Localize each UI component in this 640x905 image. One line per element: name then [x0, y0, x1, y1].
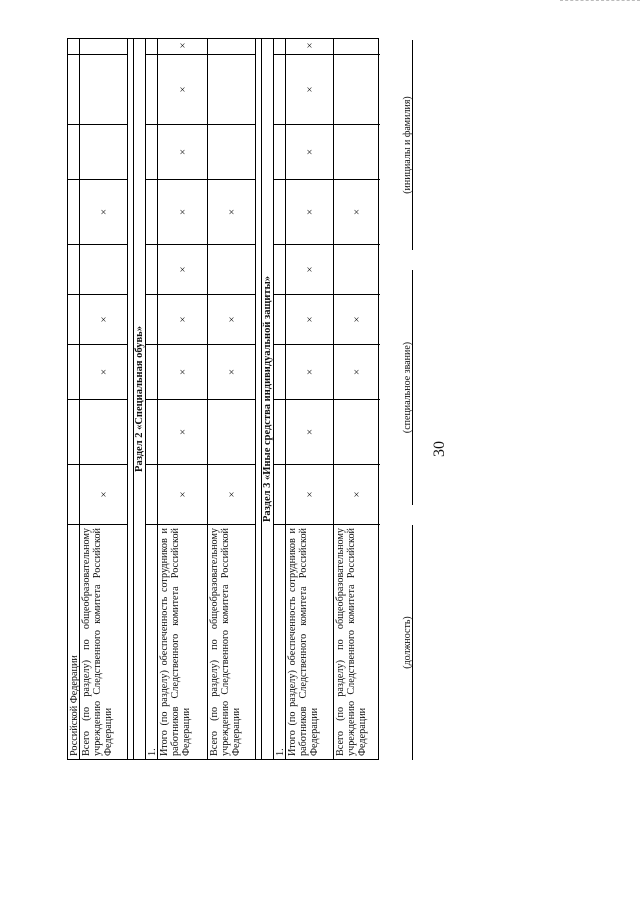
cell-mark: × [208, 344, 255, 399]
cell-mark: × [286, 344, 333, 399]
row-label: Российской Федерации [68, 524, 79, 759]
cell-mark: × [158, 344, 207, 399]
position-caption: (должность) [402, 616, 413, 669]
cell-mark: × [208, 464, 255, 524]
cell-mark: × [158, 399, 207, 464]
cell-mark: × [286, 244, 333, 294]
cell-mark: × [158, 244, 207, 294]
row-label: Всего (по разделу) по общеобразовательному учреждению Следственного комитета Российской Федерации [334, 524, 380, 759]
cell-mark: × [303, 42, 316, 49]
cell-mark: × [286, 399, 333, 464]
cell-mark: × [158, 179, 207, 244]
row-label: 1. [146, 524, 157, 759]
table-row [68, 39, 80, 759]
table-row [286, 39, 334, 759]
table-row [274, 39, 286, 759]
row-label: 1. [274, 524, 285, 759]
table-row [146, 39, 158, 759]
cell-mark: × [334, 344, 380, 399]
row-label: Итого (по разделу) обеспеченность сотрудников и работников Следственного комитета Российской Федерации [286, 524, 333, 759]
cell-mark: × [286, 179, 333, 244]
section-2-title: Раздел 2 «Специальная обувь» [134, 39, 146, 759]
cell-mark: × [286, 124, 333, 179]
cell-mark: × [334, 464, 380, 524]
cell-mark: × [208, 294, 255, 344]
cell-mark: × [334, 294, 380, 344]
cell-mark: × [286, 294, 333, 344]
table-row [208, 39, 256, 759]
cell-mark: × [208, 179, 255, 244]
cell-mark: × [158, 124, 207, 179]
cell-mark: × [158, 54, 207, 124]
row-label: Всего (по разделу) по общеобразовательному учреждению Следственного комитета Российской Федерации [80, 524, 127, 759]
cell-mark: × [80, 179, 127, 244]
name-caption: (инициалы и фамилия) [402, 96, 413, 194]
section-3-title: Раздел 3 «Иные средства индивидуальной защиты» [262, 39, 274, 759]
cell-mark: × [176, 42, 189, 49]
cell-mark: × [286, 464, 333, 524]
equipment-table [67, 38, 379, 760]
row-label: Всего (по разделу) по общеобразовательному учреждению Следственного комитета Российской Федерации [208, 524, 255, 759]
table-row [334, 39, 380, 759]
cell-mark: × [158, 464, 207, 524]
cell-mark: × [80, 464, 127, 524]
table-row [80, 39, 128, 759]
row-label: Итого (по разделу) обеспеченность сотрудников и работников Следственного комитета Российской Федерации [158, 524, 207, 759]
cell-mark: × [158, 294, 207, 344]
table-row [158, 39, 208, 759]
cell-mark: × [334, 179, 380, 244]
cell-mark: × [80, 344, 127, 399]
cell-mark: × [286, 54, 333, 124]
page-number: 30 [431, 441, 448, 457]
cell-mark: × [80, 294, 127, 344]
rank-caption: (специальное звание) [402, 341, 413, 434]
